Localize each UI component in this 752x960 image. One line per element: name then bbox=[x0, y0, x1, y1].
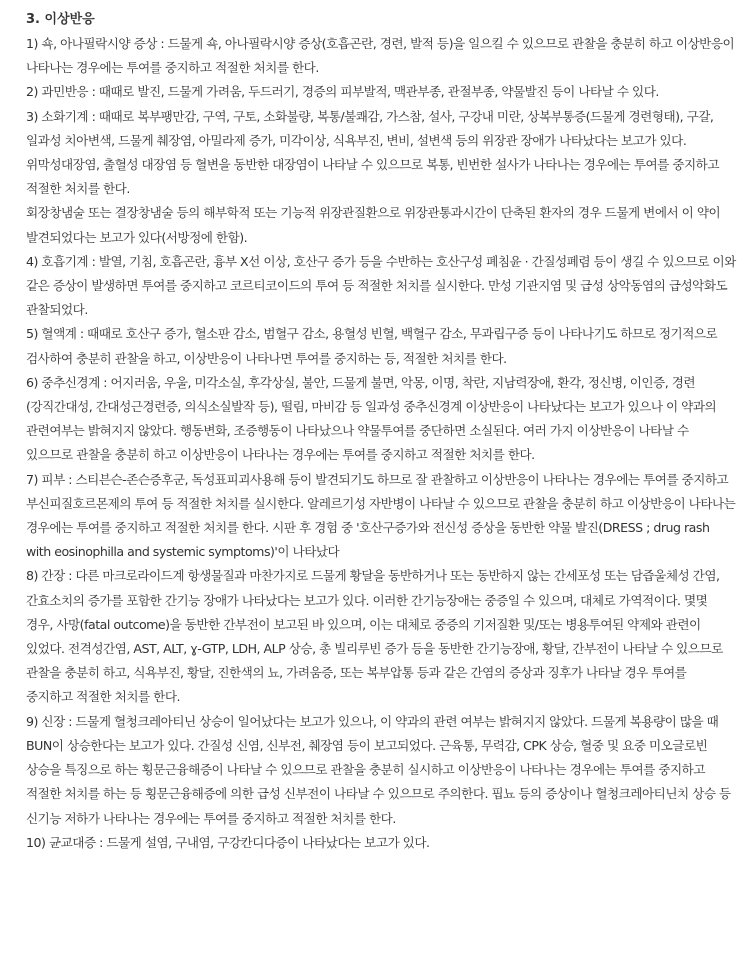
item-cns: 6) 중추신경계 : 어지러움, 우울, 미각소실, 후각상실, 불안, 드물게 불면, 악몽, 이명, 착란, 지남력장애, 환각, 정신병, 이인증, 경련(강직간대성, 간대성근경련증, 의식소실발작 등), 떨림, 마비감 등 일과성 중추신경계 이상반응이 나타났다는 보고가 있으나 이 약과의 관련여부는 밝혀지지 않았다. 행동변화, 조증행동이 나타났으나 약물투여를 중단하면 소실된다. 여러 가지 이상반응이 나타날 수 있으므로 관찰을 충분히 하고 이상반응이 나타나는 경우에는 투여를 중지하고 적절한 처치를 한다. bbox=[26, 374, 717, 463]
item-hypersensitivity: 2) 과민반응 : 때때로 발진, 드물게 가려움, 두드러기, 경증의 피부발적, 맥관부종, 관절부종, 약물발진 등이 나타날 수 있다. bbox=[26, 84, 659, 100]
item-anaphylaxis: 1) 쇽, 아나필락시양 증상 : 드물게 쇽, 아나필락시양 증상(호흡곤란, 경련, 발적 등)을 일으킬 수 있으므로 관찰을 충분히 하고 이상반응이 나타나는 경우에는 투여를 중지하고 적절한 처치를 한다. bbox=[26, 36, 735, 76]
item-skin: 7) 피부 : 스티븐슨-존슨증후군, 독성표피괴사용해 등이 발견되기도 하므로 잘 관찰하고 이상반응이 나타나는 경우에는 투여를 중지하고 부신피질호르몬제의 투여 등 적절한 처치를 실시한다. 알레르기성 자반병이 나타날 수 있으므로 관찰을 충분히 하고 이상반응이 나타나는 경우에는 투여를 중지하고 적절한 처치를 한다. 시판 후 경험 중 '호산구증가와 전신성 증상을 동반한 약물 발진(DRESS ; drug rash with eosinophilla and systemic symptoms)'이 나타났다 bbox=[26, 471, 736, 560]
item-superinfection: 10) 균교대증 : 드물게 설염, 구내염, 구강칸디다증이 나타났다는 보고가 있다. bbox=[26, 834, 430, 850]
item-digestive: 3) 소화기계 : 때때로 복부팽만감, 구역, 구토, 소화불량, 복통/불쾌감, 가스참, 설사, 구강내 미란, 상복부통증(드물게 경련형태), 구갈, 일과성 치아변색, 드물게 췌장염, 아밀라제 증가, 미각이상, 식욕부진, 변비, 설변색 등의 위장관 장애가 나타났다는 보고가 있다. 위막성대장염, 출혈성 대장염 등 혈변을 동반한 대장염이 나타날 수 있으므로 복통, 빈번한 설사가 나타나는 경우에는 투여를 중지하고 적절한 처치를 한다. bbox=[26, 108, 719, 197]
item-hematologic: 5) 혈액계 : 때때로 호산구 증가, 혈소판 감소, 범혈구 감소, 용혈성 빈혈, 백혈구 감소, 무과립구증 등이 나타나기도 하므로 정기적으로 검사하여 충분히 관찰을 하고, 이상반응이 나타나면 투여를 중지하는 등, 적절한 처치를 한다. bbox=[26, 326, 718, 366]
item-digestive-note: 회장창냄술 또는 결장창냄술 등의 해부학적 또는 기능적 위장관질환으로 위장관통과시간이 단축된 환자의 경우 드물게 변에서 이 약이 발견되었다는 보고가 있다(서방정에 한함). bbox=[26, 205, 721, 245]
section-title: 3. 이상반응 bbox=[26, 12, 95, 27]
item-liver: 8) 간장 : 다른 마크로라이드계 항생물질과 마찬가지로 드물게 황달을 동반하거나 또는 동반하지 않는 간세포성 또는 담즙울체성 간염, 간효소치의 증가를 포함한 간기능 장애가 나타났다는 보고가 있다. 이러한 간기능장애는 중증일 수 있으며, 대체로 가역적이다. 몇몇 경우, 사망(fatal outcome)을 동반한 간부전이 보고된 바 있으며, 이는 대체로 중증의 기저질환 및/또는 병용투여된 약제와 관련이 있었다. 전격성간염, AST, ALT, ɣ-GTP, LDH, ALP 상승, 총 빌리루빈 증가 등을 동반한 간기능장애, 황달, 간부전이 나타날 수 있으므로 관찰을 충분히 하고, 식욕부진, 황달, 진한색의 뇨, 가려움증, 또는 복부압통 등과 같은 간염의 증상과 징후가 나타날 경우 투여를 중지하고 적절한 처치를 한다. bbox=[26, 568, 723, 705]
item-kidney: 9) 신장 : 드물게 혈청크레아티닌 상승이 일어났다는 보고가 있으나, 이 약과의 관련 여부는 밝혀지지 않았다. 드물게 복용량이 많을 때 BUN이 상승한다는 보고가 있다. 간질성 신염, 신부전, 췌장염 등이 보고되었다. 근육통, 무력감, CPK 상승, 혈중 및 요중 미오글로빈 상승을 특징으로 하는 횡문근융해증이 나타날 수 있으므로 관찰을 충분히 실시하고 이상반응이 나타나는 경우에는 투여를 중지하고 적절한 처치를 하는 등 횡문근융해증에 의한 급성 신부전이 나타날 수 있으므로 주의한다. 핍뇨 등의 증상이나 혈청크레아티닌치 상승 등 신기능 저하가 나타나는 경우에는 투여를 중지하고 적절한 처치를 한다. bbox=[26, 713, 731, 826]
item-respiratory: 4) 호흡기계 : 발열, 기침, 호흡곤란, 흉부 X선 이상, 호산구 증가 등을 수반하는 호산구성 폐침윤 · 간질성폐렴 등이 생길 수 있으므로 이와 같은 증상이 발생하면 투여를 중지하고 코르티코이드의 투여 등 적절한 처치를 실시한다. 만성 기관지염 및 급성 상악동염의 급성악화도 관찰되었다. bbox=[26, 253, 736, 318]
